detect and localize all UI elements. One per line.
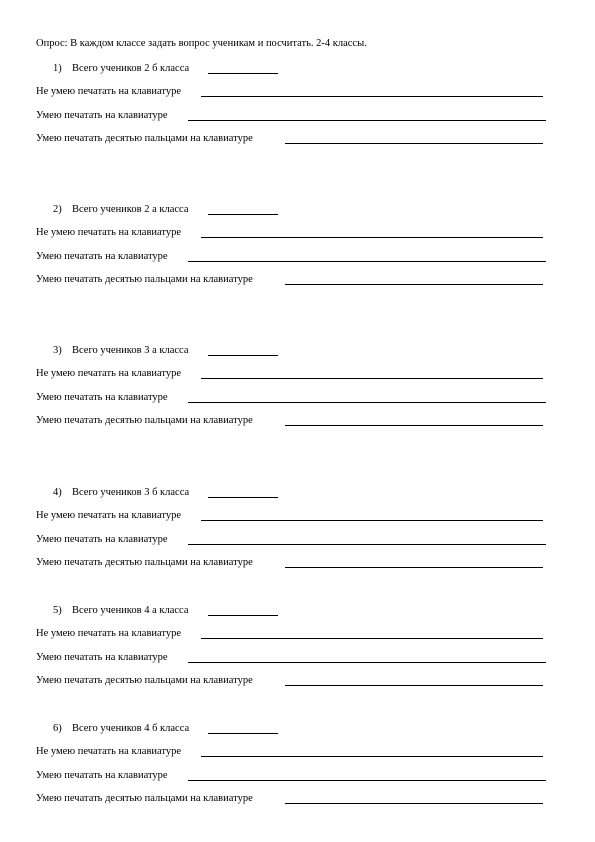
survey-intro: Опрос: В каждом классе задать вопрос ученикам и посчитать. 2-4 классы. xyxy=(36,38,367,49)
section-title: Всего учеников 2 б класса xyxy=(72,63,190,74)
question-label: Не умею печатать на клавиатуре xyxy=(36,510,182,521)
question-label: Умею печатать десятью пальцами на клавиатуре xyxy=(36,557,253,568)
section-title: Всего учеников 3 а класса xyxy=(72,345,189,356)
section-number: 1) xyxy=(53,63,62,74)
answer-line[interactable] xyxy=(188,662,546,663)
answer-line[interactable] xyxy=(201,237,543,238)
answer-line[interactable] xyxy=(285,143,543,144)
answer-line[interactable] xyxy=(188,780,546,781)
section-title: Всего учеников 3 б класса xyxy=(72,487,190,498)
question-label: Умею печатать на клавиатуре xyxy=(36,110,168,121)
section-title: Всего учеников 4 а класса xyxy=(72,605,189,616)
question-label: Умею печатать на клавиатуре xyxy=(36,652,168,663)
section-number: 2) xyxy=(53,204,62,215)
class-total-answer-line[interactable] xyxy=(208,615,278,616)
question-label: Умею печатать десятью пальцами на клавиатуре xyxy=(36,793,253,804)
class-total-answer-line[interactable] xyxy=(208,73,278,74)
question-label: Не умею печатать на клавиатуре xyxy=(36,368,182,379)
answer-line[interactable] xyxy=(188,544,546,545)
class-total-answer-line[interactable] xyxy=(208,497,278,498)
answer-line[interactable] xyxy=(201,378,543,379)
question-label: Умею печатать десятью пальцами на клавиатуре xyxy=(36,133,253,144)
answer-line[interactable] xyxy=(201,638,543,639)
question-label: Не умею печатать на клавиатуре xyxy=(36,86,182,97)
answer-line[interactable] xyxy=(201,756,543,757)
answer-line[interactable] xyxy=(285,425,543,426)
answer-line[interactable] xyxy=(201,96,543,97)
question-label: Умею печатать на клавиатуре xyxy=(36,392,168,403)
class-total-answer-line[interactable] xyxy=(208,214,278,215)
section-number: 4) xyxy=(53,487,62,498)
answer-line[interactable] xyxy=(285,284,543,285)
section-number: 6) xyxy=(53,723,62,734)
question-label: Умею печатать десятью пальцами на клавиатуре xyxy=(36,675,253,686)
section-number: 5) xyxy=(53,605,62,616)
answer-line[interactable] xyxy=(201,520,543,521)
question-label: Не умею печатать на клавиатуре xyxy=(36,227,182,238)
answer-line[interactable] xyxy=(188,120,546,121)
question-label: Не умею печатать на клавиатуре xyxy=(36,628,182,639)
question-label: Не умею печатать на клавиатуре xyxy=(36,746,182,757)
question-label: Умею печатать на клавиатуре xyxy=(36,534,168,545)
question-label: Умею печатать на клавиатуре xyxy=(36,770,168,781)
question-label: Умею печатать десятью пальцами на клавиатуре xyxy=(36,274,253,285)
answer-line[interactable] xyxy=(285,803,543,804)
section-title: Всего учеников 2 а класса xyxy=(72,204,189,215)
question-label: Умею печатать десятью пальцами на клавиатуре xyxy=(36,415,253,426)
question-label: Умею печатать на клавиатуре xyxy=(36,251,168,262)
answer-line[interactable] xyxy=(188,261,546,262)
answer-line[interactable] xyxy=(285,685,543,686)
section-number: 3) xyxy=(53,345,62,356)
class-total-answer-line[interactable] xyxy=(208,733,278,734)
section-title: Всего учеников 4 б класса xyxy=(72,723,190,734)
answer-line[interactable] xyxy=(285,567,543,568)
answer-line[interactable] xyxy=(188,402,546,403)
class-total-answer-line[interactable] xyxy=(208,355,278,356)
